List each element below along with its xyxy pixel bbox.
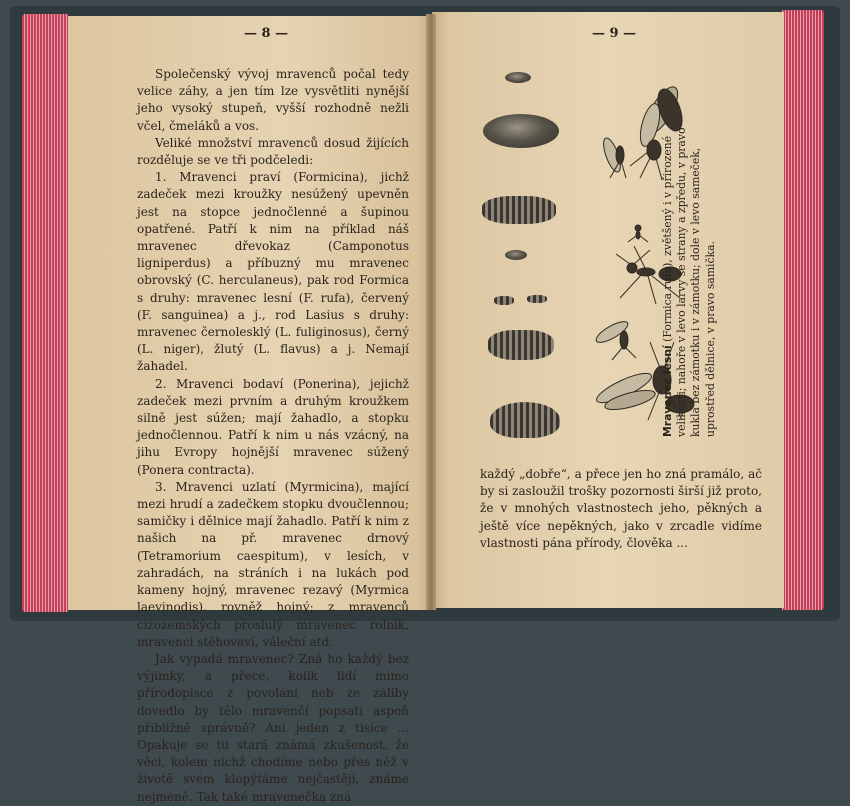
paragraph: 2. Mravenci bodaví (Ponerina), jejichž zadeček mezi prvním a druhým kroužkem silně jest súžen; mají žahadlo, a stopku jednočlennou. Patří k nim u nás vzácný, na jihu Evropy hojnější mravenec súžený (Ponera contracta). [137,376,409,477]
left-page-text [137,66,409,806]
pupa-illustration [482,196,556,224]
page-number-left: — 8 — [244,26,289,41]
paragraph: Společenský vývoj mravenců počal tedy velice záhy, a jen tím lze vysvětliti nynější jeho vysoký stupeň, vyšší rozhodně nežli včel, čmeláků a vos. [137,67,409,133]
paragraph: každý „dobře“, a přece jen ho zná pramálo, ač by si zasloužil trošky pozornosti širší již proto, že v mnohých vlastnostech jeho, pěkných a ještě více nepěkných, jako v zrcadle vidíme vlastnosti pána přírody, člověka ... [480,467,762,550]
page-edges-right [782,10,824,610]
paragraph: 3. Mravenci uzlatí (Myrmicina), mající mezi hrudí a zadečkem stopku dvoučlennou; samičky i dělnice mají žahadlo. Patří k nim z našich na př. mravenec drnový (Tetramorium caespitum), v lesích, v zahradách, na stráních i na lukách pod kameny hojný, mravenec rezavý (Myrmica laevinodis), rovněž hojný; z mravenců cizozemských proslulý mravenec rolník, mravenci stěhovaví, váleční atd. [137,479,409,649]
figure-caption [661,107,731,437]
larva-small-illustration [494,296,514,305]
larva-small-illustration [527,295,547,303]
caption-text: (Formica rufa), zvětšený i v přirozené velikosti; nahoře v levo larvy se strany a zpředu, v pravo kukla bez zámotku i v zámotku; dole v levo sameček, uprostřed dělnice, v pravo samička. [661,127,717,437]
cocoon-illustration [483,114,559,148]
right-page-text [480,466,762,552]
larva-curled-illustration [490,402,560,438]
paragraph: 1. Mravenci praví (Formicina), jichž zadeček mezi kroužky nesúžený upevněn jest na stopce jednočlenné a šupinou opatřené. Patří k nim na příklad náš mravenec dřevokaz (Camponotus ligniperdus) a příbuzný mu mravenec obrovský (C. herculaneus), pak rod Formica s druhy: mravenec lesní (F. rufa), červený (F. sanguinea) a j., rod Lasius s druhy: mravenec černolesklý (L. fuliginosus), černý (L. niger), žlutý (L. flavus) a j. Nemají žahadel. [137,170,409,374]
paragraph: Veliké množství mravenců dosud žijících rozděluje se ve tři podčeledi: [137,135,409,168]
paragraph: Jak vypadá mravenec? Zná ho každý bez výjimky, a přece, kolik lidí mimo přírodopisce z povolání neb ze záliby dovedlo by tělo mravenčí popsati aspoň přibližně správně? Ani jeden z tisíce ... Opakuje se tu stará známá zkušenost, že věci, kolem nichž chodíme nebo přes něž v životě svém klopýtáme nejčastěji, známe nejméně. Tak také mravenečka zná [137,651,409,804]
caption-title: Mravenec lesní [661,345,674,437]
larva-small-illustration [505,72,531,83]
page-edges-left [22,14,68,612]
larva-small-illustration [505,250,527,260]
book-gutter [426,14,436,610]
larva-illustration [488,330,554,360]
page-number-right: — 9 — [592,26,637,41]
